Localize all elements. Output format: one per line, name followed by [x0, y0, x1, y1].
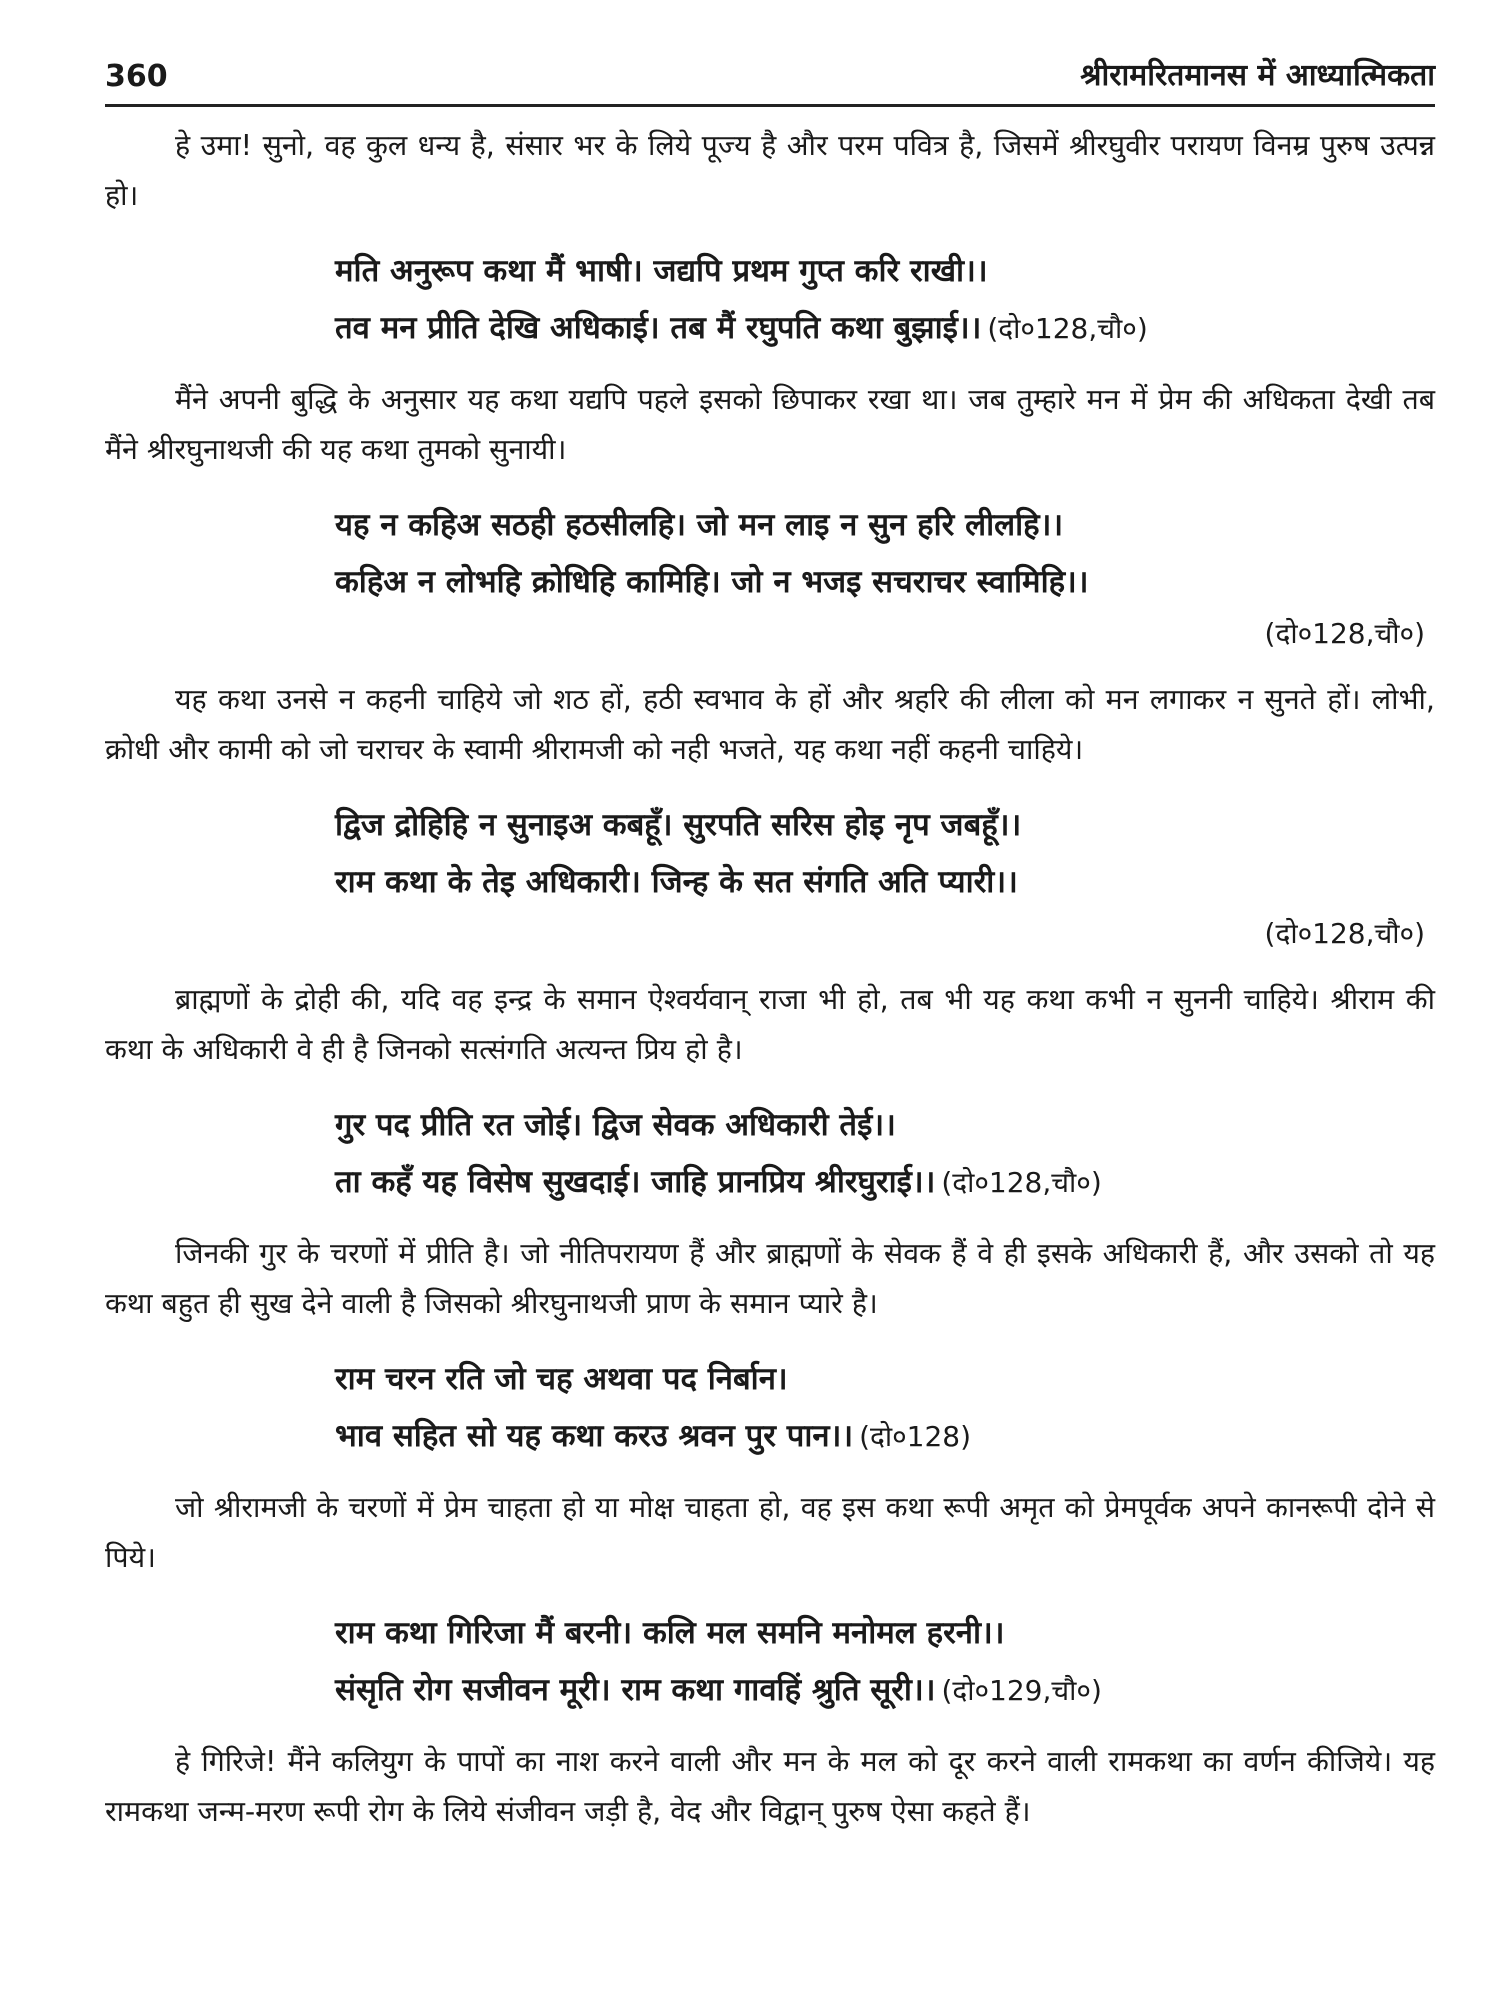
verse-reference: (दो०128,चौ०) [987, 312, 1148, 345]
verse-line [335, 1097, 1435, 1154]
verse-line [335, 1408, 1435, 1465]
verse-text: राम कथा के तेइ अधिकारी। जिन्ह के सत संगति अति प्यारी।। [335, 864, 1018, 900]
verse-line [335, 1154, 1435, 1211]
prose-paragraph: हे गिरिजे! मैंने कलियुग के पापों का नाश करने वाली और मन के मल को दूर करने वाली रामकथा का वर्णन कीजिये। यह रामकथा जन्म-मरण रूपी रोग के लिये संजीवन जड़ी है, वेद और विद्वान् पुरुष ऐसा कहते हैं। [105, 1745, 1435, 1828]
verse-reference: (दो०128,चौ०) [941, 1166, 1102, 1199]
verse-reference: (दो०128,चौ०) [1264, 917, 1425, 950]
verse-text: मति अनुरूप कथा मैं भाषी। जद्यपि प्रथम गुप्त करि राखी।। [335, 253, 988, 289]
verse-line [335, 1351, 1435, 1408]
page-header [105, 40, 1435, 107]
verse-text: तव मन प्रीति देखि अधिकाई। तब मैं रघुपति कथा बुझाई।। [335, 310, 982, 346]
prose-paragraph: हे उमा! सुनो, वह कुल धन्य है, संसार भर के लिये पूज्य है और परम पवित्र है, जिसमें श्रीरघुवीर परायण विनम्र पुरुष उत्पन्न हो। [105, 129, 1435, 212]
verse-line [335, 854, 1435, 911]
verse-text: कहिअ न लोभहि क्रोधिहि कामिहि। जो न भजइ सचराचर स्वामिहि।। [335, 564, 1089, 600]
verse-block [105, 243, 1435, 357]
verse-line [335, 243, 1435, 300]
page-content [105, 107, 1435, 1837]
book-page [105, 40, 1435, 1970]
verse-block [105, 1351, 1435, 1465]
verse-text: संसृति रोग सजीवन मूरी। राम कथा गावहिं श्रुति सूरी।। [335, 1672, 936, 1708]
verse-text: राम चरन रति जो चह अथवा पद निर्बान। [335, 1361, 788, 1397]
verse-reference: (दो०128,चौ०) [1264, 617, 1425, 650]
page-number: 360 [105, 59, 168, 94]
prose-paragraph: मैंने अपनी बुद्धि के अनुसार यह कथा यद्यपि पहले इसको छिपाकर रखा था। जब तुम्हारे मन में प्रेम की अधिकता देखी तब मैंने श्रीरघुनाथजी की यह कथा तुमको सुनायी। [105, 383, 1435, 466]
verse-block [105, 497, 1435, 611]
verse-line [335, 554, 1435, 611]
prose-paragraph: जो श्रीरामजी के चरणों में प्रेम चाहता हो या मोक्ष चाहता हो, वह इस कथा रूपी अमृत को प्रेमपूर्वक अपने कानरूपी दोने से पिये। [105, 1491, 1435, 1574]
verse-line [335, 797, 1435, 854]
verse-line [335, 497, 1435, 554]
prose-paragraph: जिनकी गुर के चरणों में प्रीति है। जो नीतिपरायण हैं और ब्राह्मणों के सेवक हैं वे ही इसके अधिकारी हैं, और उसको तो यह कथा बहुत ही सुख देने वाली है जिसको श्रीरघुनाथजी प्राण के समान प्यारे है। [105, 1237, 1435, 1320]
verse-text: ता कहँ यह विसेष सुखदाई। जाहि प्रानप्रिय श्रीरघुराई।। [335, 1164, 936, 1200]
prose-paragraph: यह कथा उनसे न कहनी चाहिये जो शठ हों, हठी स्वभाव के हों और श्रहरि की लीला को मन लगाकर न सुनते हों। लोभी, क्रोधी और कामी को जो चराचर के स्वामी श्रीरामजी को नही भजते, यह कथा नहीं कहनी चाहिये। [105, 683, 1435, 766]
verse-text: यह न कहिअ सठही हठसीलहि। जो मन लाइ न सुन हरि लीलहि।। [335, 507, 1064, 543]
verse-reference: (दो०128) [859, 1420, 972, 1453]
verse-text: द्विज द्रोहिहि न सुनाइअ कबहूँ। सुरपति सरिस होइ नृप जबहूँ।। [335, 807, 1022, 843]
verse-block [105, 1605, 1435, 1719]
verse-reference: (दो०129,चौ०) [941, 1674, 1102, 1707]
verse-text: भाव सहित सो यह कथा करउ श्रवन पुर पान।। [335, 1418, 854, 1454]
running-title: श्रीरामरितमानस में आध्यात्मिकता [1080, 58, 1435, 93]
verse-block [105, 1097, 1435, 1211]
verse-line [335, 1662, 1435, 1719]
verse-line [335, 1605, 1435, 1662]
verse-text: गुर पद प्रीति रत जोई। द्विज सेवक अधिकारी तेई।। [335, 1107, 896, 1143]
verse-text: राम कथा गिरिजा मैं बरनी। कलि मल समनि मनोमल हरनी।। [335, 1615, 1005, 1651]
verse-block [105, 797, 1435, 911]
prose-paragraph: ब्राह्मणों के द्रोही की, यदि वह इन्द्र के समान ऐश्वर्यवान् राजा भी हो, तब भी यह कथा कभी न सुननी चाहिये। श्रीराम की कथा के अधिकारी वे ही है जिनको सत्संगति अत्यन्त प्रिय हो है। [105, 983, 1435, 1066]
verse-line [335, 300, 1435, 357]
